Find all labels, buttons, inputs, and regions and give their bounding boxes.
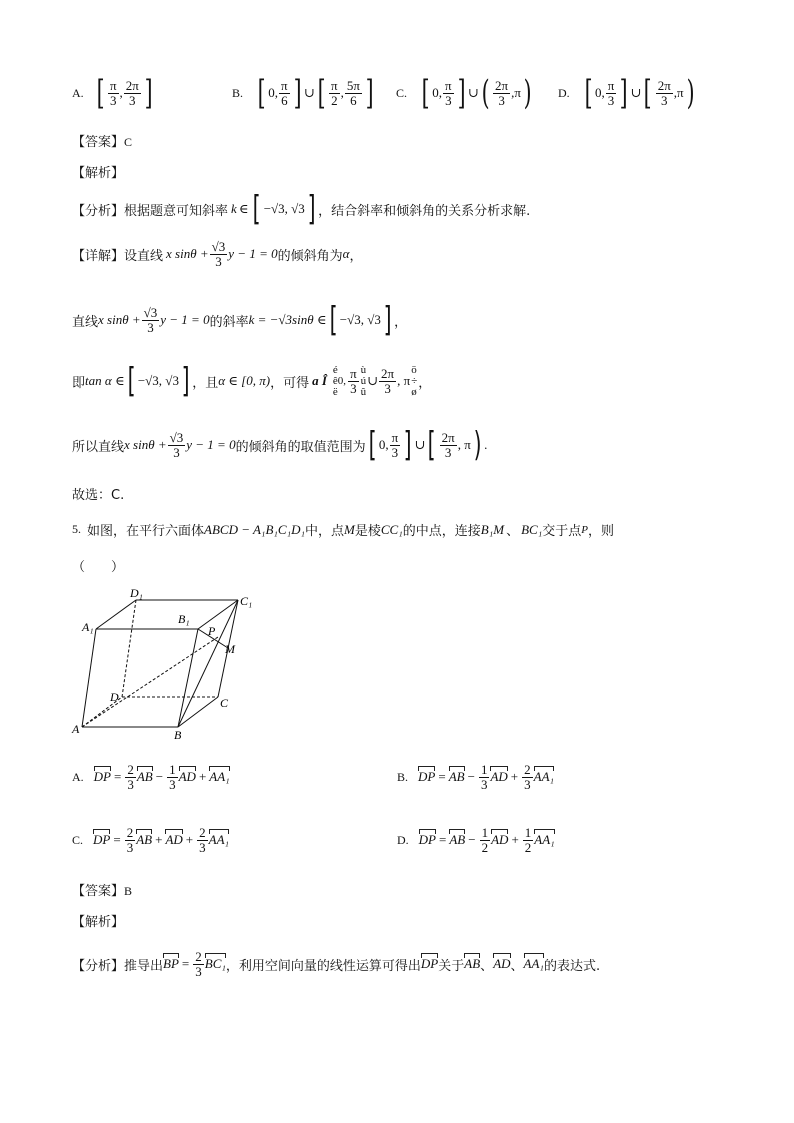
edge-b-c (178, 697, 218, 727)
bracket-right: ] (144, 73, 153, 113)
edge-b1-b (178, 629, 198, 727)
label-b1: B₁ (178, 612, 190, 626)
option-label: B. (397, 769, 409, 784)
label-d: D (110, 690, 119, 704)
edge-a1-a (82, 629, 96, 727)
q5-option-c: C. DP = $\frac{2}{3}$ AB + AD + $\frac{2}{3}$ AA₁ (72, 825, 230, 855)
q4-xiangjie-line2: 直线 x sinθ + $\frac{√3}{3}$ y − 1 = 0 的斜率 k = −√3sinθ ∈ [ −√3, √3 ] ， (72, 300, 408, 340)
q5-answer (72, 880, 132, 899)
q5-analysis-tag: 【解析】 (72, 915, 125, 930)
option-label: C. (72, 832, 84, 847)
label-c1: C₁ (240, 594, 253, 608)
q4-analysis-tag: 【解析】 (72, 166, 125, 181)
frac: $\frac{\pi}{3}$ (109, 77, 117, 108)
edge-d1-d (122, 600, 136, 697)
label-a1: A₁ (82, 620, 94, 634)
label-a: A (72, 722, 80, 736)
edge-a1-d1 (96, 600, 136, 629)
q4-conclusion: 故选：C. (72, 488, 125, 503)
q5-paren: （ ） (72, 560, 125, 575)
q4-xiangjie-line1: 【详解】 设直线 x sinθ + $\frac{√3}{3}$ y − 1 = 0 的倾斜角为 α ， (72, 239, 363, 269)
q5-option-d: D. DP = AB − $\frac{1}{2}$ AD + $\frac{1}{2}$ AA₁ (397, 825, 555, 855)
bracket-left: [ (96, 73, 105, 113)
q4-option-c: C. [ 0, $\frac{\pi}{3}$ ] ∪ ( $\frac{2\pi}{3}$ ,π ) (396, 73, 532, 113)
answer-value: C (124, 135, 133, 149)
q4-option-a: A. [ $\frac{\pi}{3}$ , $\frac{2\pi}{3}$ ] (72, 73, 153, 113)
q5-fenxi: 【分析】 推导出 BP = $\frac{2}{3}$ BC₁ ，利用空间向量的线性运算可得出 DP 关于 AB 、 AD 、 AA₁ 的表达式. (72, 949, 601, 979)
option-label: D. (558, 85, 570, 100)
question-number: 5. (72, 522, 81, 536)
label-d1: D₁ (130, 586, 143, 600)
frac: $\frac{2\pi}{3}$ (125, 77, 139, 108)
option-label: C. (396, 85, 408, 100)
option-label: B. (232, 85, 244, 100)
q5-stem: 5. 如图，在平行六面体 ABCD − A₁B₁C₁D₁ 中，点 M 是棱 CC₁ 的中点，连接 B₁M 、 BC₁ 交于点 P ，则 (72, 521, 614, 539)
label-c: C (220, 696, 229, 710)
xiangjie-tag: 【详解】 (72, 248, 125, 264)
q4-xiangjie-line3: 即 tan α ∈ [ −√3, √3 ] ，且 α ∈ [0, π) ，可得 a Î é ê0, ë $\frac{\pi}{3}$ ù ú û ∪ $\frac{2\pi}{3}$ , π ö ÷ ø ， (72, 361, 432, 401)
label-p: P (208, 624, 216, 638)
q4-option-b: B. [ 0, $\frac{\pi}{6}$ ] ∪ [ $\frac{\pi}{2}$ , $\frac{5\pi}{6}$ ] (232, 73, 374, 113)
fenxi-tag: 【分析】 (72, 203, 125, 219)
fenxi-tag: 【分析】 (72, 958, 125, 974)
parallelepiped-figure (70, 585, 270, 745)
option-label: A. (72, 85, 84, 100)
q4-xiangjie-line4: 所以直线 x sinθ + $\frac{√3}{3}$ y − 1 = 0 的倾斜角的取值范围为 [ 0, $\frac{\pi}{3}$ ] ∪ [ $\frac{2\pi}{3}$ , π ) . (72, 425, 488, 465)
label-b: B (174, 728, 182, 742)
q5-option-b: B. DP = AB − $\frac{1}{3}$ AD + $\frac{2}{3}$ AA₁ (397, 762, 555, 792)
q4-option-d: D. [ 0, $\frac{\pi}{3}$ ] ∪ [ $\frac{2\pi}{3}$ ,π ) (558, 73, 695, 113)
q4-fenxi: 【分析】 根据题意可知斜率 k ∈ [ −√3, √3 ] ，结合斜率和倾斜角的关系分析求解. (72, 189, 531, 229)
answer-value: B (124, 884, 133, 898)
segment-d-p (82, 637, 218, 727)
option-label: A. (72, 769, 84, 784)
answer-tag: 【答案】 (72, 135, 125, 150)
q4-answer (72, 131, 132, 150)
label-m: M (225, 642, 235, 656)
answer-tag: 【答案】 (72, 884, 125, 899)
edge-c1-b1 (198, 600, 238, 629)
option-label: D. (397, 832, 409, 847)
garbled-math: a Î (312, 373, 327, 388)
q5-option-a: A. DP = $\frac{2}{3}$ AB − $\frac{1}{3}$ AD + AA₁ (72, 762, 230, 792)
